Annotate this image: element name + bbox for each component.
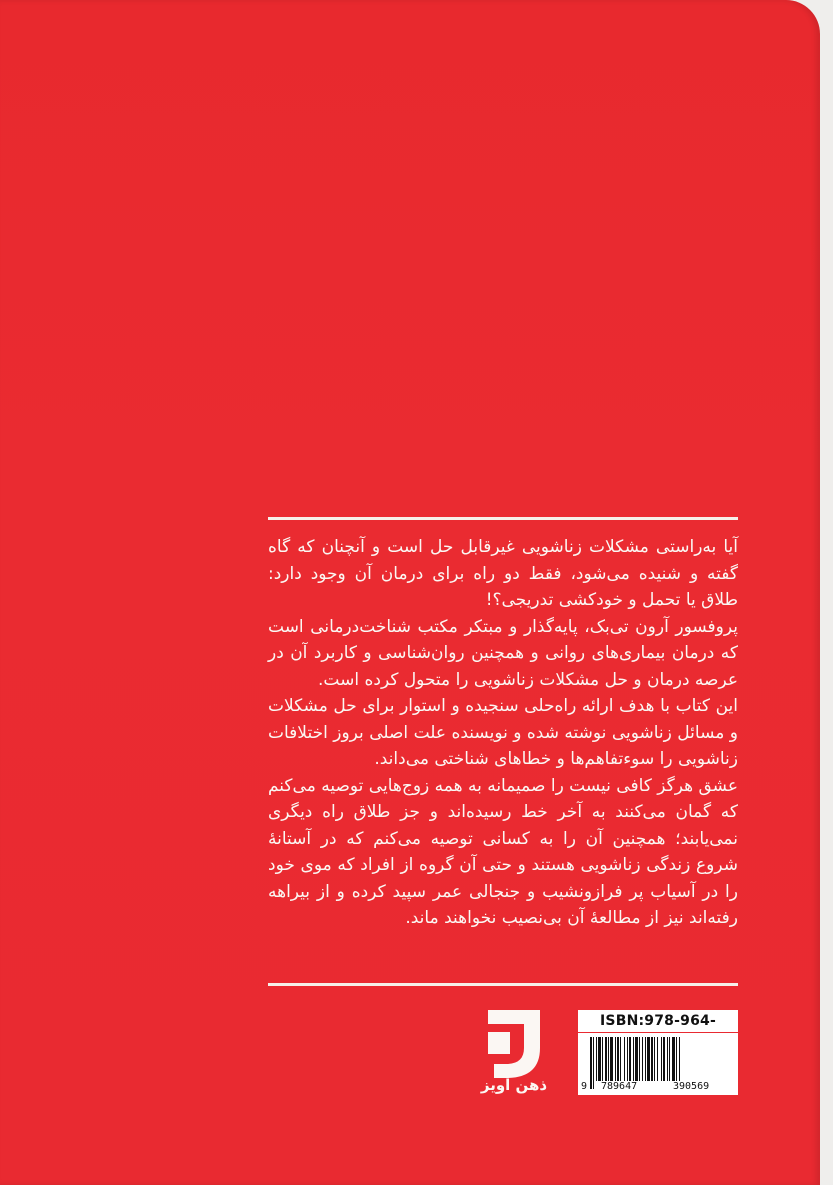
- blurb-paragraph-2: پروفسور آرون تی‌بک، پایه‌گذار و مبتکر مکتب شناخت‌درمانی است که درمان بیماری‌های روانی و همچنین روان‌شناسی و کاربرد آن در عرصه درمان و حل مشکلات زناشویی را متحول کرده است.: [268, 616, 738, 690]
- blurb-paragraph-3: این کتاب با هدف ارائه راه‌حلی سنجیده و استوار برای حل مشکلات و مسائل زناشویی نوشته شده و نویسنده علت اصلی بروز اختلافات زناشویی را سوءتفاهم‌ها و خطاهای شناختی می‌داند.: [268, 696, 738, 769]
- barcode-bar: [602, 1037, 603, 1081]
- barcode-digit-left: 9: [581, 1081, 588, 1092]
- barcode-bar: [669, 1037, 670, 1081]
- barcode-group-1: 789647: [601, 1081, 638, 1092]
- blurb-paragraph-4: عشق هرگز کافی نیست را صمیمانه به همه زوج‌هایی توصیه می‌کنم که گمان می‌کنند به آخر خط رسیده‌اند و جز طلاق راه دیگری نمی‌یابند؛ همچنین آن را به کسانی توصیه می‌کنم که در آستانهٔ شروع زندگی زناشویی هستند و حتی آن گروه از افراد که موی خود را در آسیاب پر فرازونشیب و جنجالی عمر سپید کرده و از بیراهه رفته‌اند نیز از مطالعهٔ آن بی‌نصیب نخواهند ماند.: [267, 775, 738, 928]
- barcode-bar: [620, 1037, 621, 1081]
- blurb-text: [268, 534, 738, 932]
- barcode-bar: [639, 1037, 640, 1081]
- publisher-name: ذهن آویز: [480, 1076, 548, 1094]
- barcode-bar: [645, 1037, 646, 1081]
- barcode-bar: [654, 1037, 655, 1081]
- barcode-bar: [624, 1037, 625, 1081]
- barcode-group-2: 390569: [673, 1081, 710, 1092]
- barcode: [578, 1033, 738, 1095]
- barcode-bar: [615, 1037, 616, 1081]
- top-divider: [268, 517, 738, 520]
- barcode-bar: [627, 1037, 628, 1081]
- barcode-bar: [657, 1037, 658, 1081]
- isbn-label: ISBN:978-964-: [578, 1010, 738, 1032]
- barcode-bar: [651, 1037, 653, 1081]
- barcode-bar: [667, 1037, 668, 1081]
- barcode-bar: [596, 1037, 597, 1081]
- barcode-bar: [629, 1037, 631, 1081]
- barcode-bar: [633, 1037, 634, 1081]
- barcode-bar: [672, 1037, 675, 1081]
- barcode-bar: [647, 1037, 650, 1081]
- barcode-bar: [663, 1037, 665, 1081]
- bottom-divider: [268, 983, 738, 986]
- publisher-logo-icon: [484, 1008, 544, 1084]
- barcode-bar: [642, 1037, 643, 1081]
- barcode-bar: [661, 1037, 662, 1081]
- barcode-bar: [617, 1037, 619, 1081]
- barcode-bar: [605, 1037, 607, 1081]
- barcode-bar: [608, 1037, 609, 1081]
- barcode-bar: [676, 1037, 677, 1081]
- barcode-bar: [593, 1037, 594, 1089]
- barcode-bar: [590, 1037, 592, 1089]
- barcode-bar: [610, 1037, 613, 1081]
- barcode-bar: [598, 1037, 601, 1081]
- blurb-paragraph-1: آیا به‌راستی مشکلات زناشویی غیرقابل حل است و آنچنان که گاه گفته و شنیده می‌شود، فقط دو راه برای درمان آن وجود دارد: طلاق یا تحمل و خودکشی تدریجی؟!: [268, 537, 738, 610]
